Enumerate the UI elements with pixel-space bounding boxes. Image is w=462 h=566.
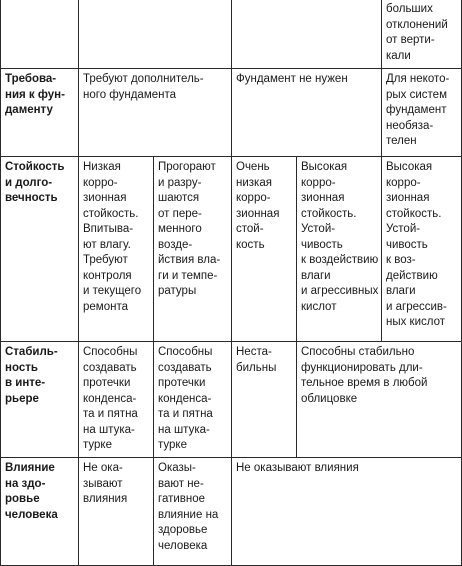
row-header-foundation: Требова- ния к фун- даменту — [5, 73, 65, 116]
row-durability-cell-1: Низкая корро- зионная стойкость. Впитыва- ют влагу. Требуют контроля и текущего ремонта — [83, 161, 142, 313]
row-durability-cell-2: Прогорают и разру- шаются от пере- менного возде- йствия вла- ги и темпе- ратуры — [158, 161, 221, 297]
row-header-durability: Стойкость и долго- вечность — [5, 161, 65, 204]
top-row-col5-text: больших отклонений от верти- кали — [386, 3, 448, 62]
row-health-cell-2: Оказы- вают не- гативное влияние на здоровье человека — [158, 462, 219, 552]
row-durability-cell-4: Высокая корро- зионная стойкость. Устой- чивость к воздействию влаги и агрессивных кислот — [301, 161, 379, 313]
row-foundation-cell-3: Для некото- рых систем фундамент необяза- телен — [386, 73, 450, 147]
row-durability-cell-3: Очень низкая корро- зионная стой- кость — [236, 161, 280, 251]
row-header-health-impact: Влияние на здо- ровье человека — [5, 462, 58, 521]
row-stability-cell-3: Неста- бильны — [236, 346, 277, 374]
row-health-cell-3: Не оказывают влияния — [236, 462, 359, 474]
row-durability-cell-5: Высокая корро- зионная стойкость. Устой- чивость к воз- действию влаги и агрессив- ных кислот — [386, 161, 447, 328]
row-foundation-cell-1: Требуют дополнитель- ного фундамента — [83, 73, 204, 101]
row-stability-cell-2: Способны создавать протечки конденса- та и пятна на штука- турке — [158, 346, 213, 451]
row-stability-cell-4: Способны стабильно функционировать дли- тельное время в любой облицовке — [301, 346, 428, 405]
row-foundation-cell-2: Фундамент не нужен — [236, 73, 348, 85]
row-header-interior-stability: Стабиль- ность в инте- рьере — [5, 346, 58, 405]
row-health-cell-1: Не ока- зывают влияния — [83, 462, 128, 505]
row-stability-cell-1: Способны создавать протечки конденса- та и пятна на штука- турке — [83, 346, 138, 451]
